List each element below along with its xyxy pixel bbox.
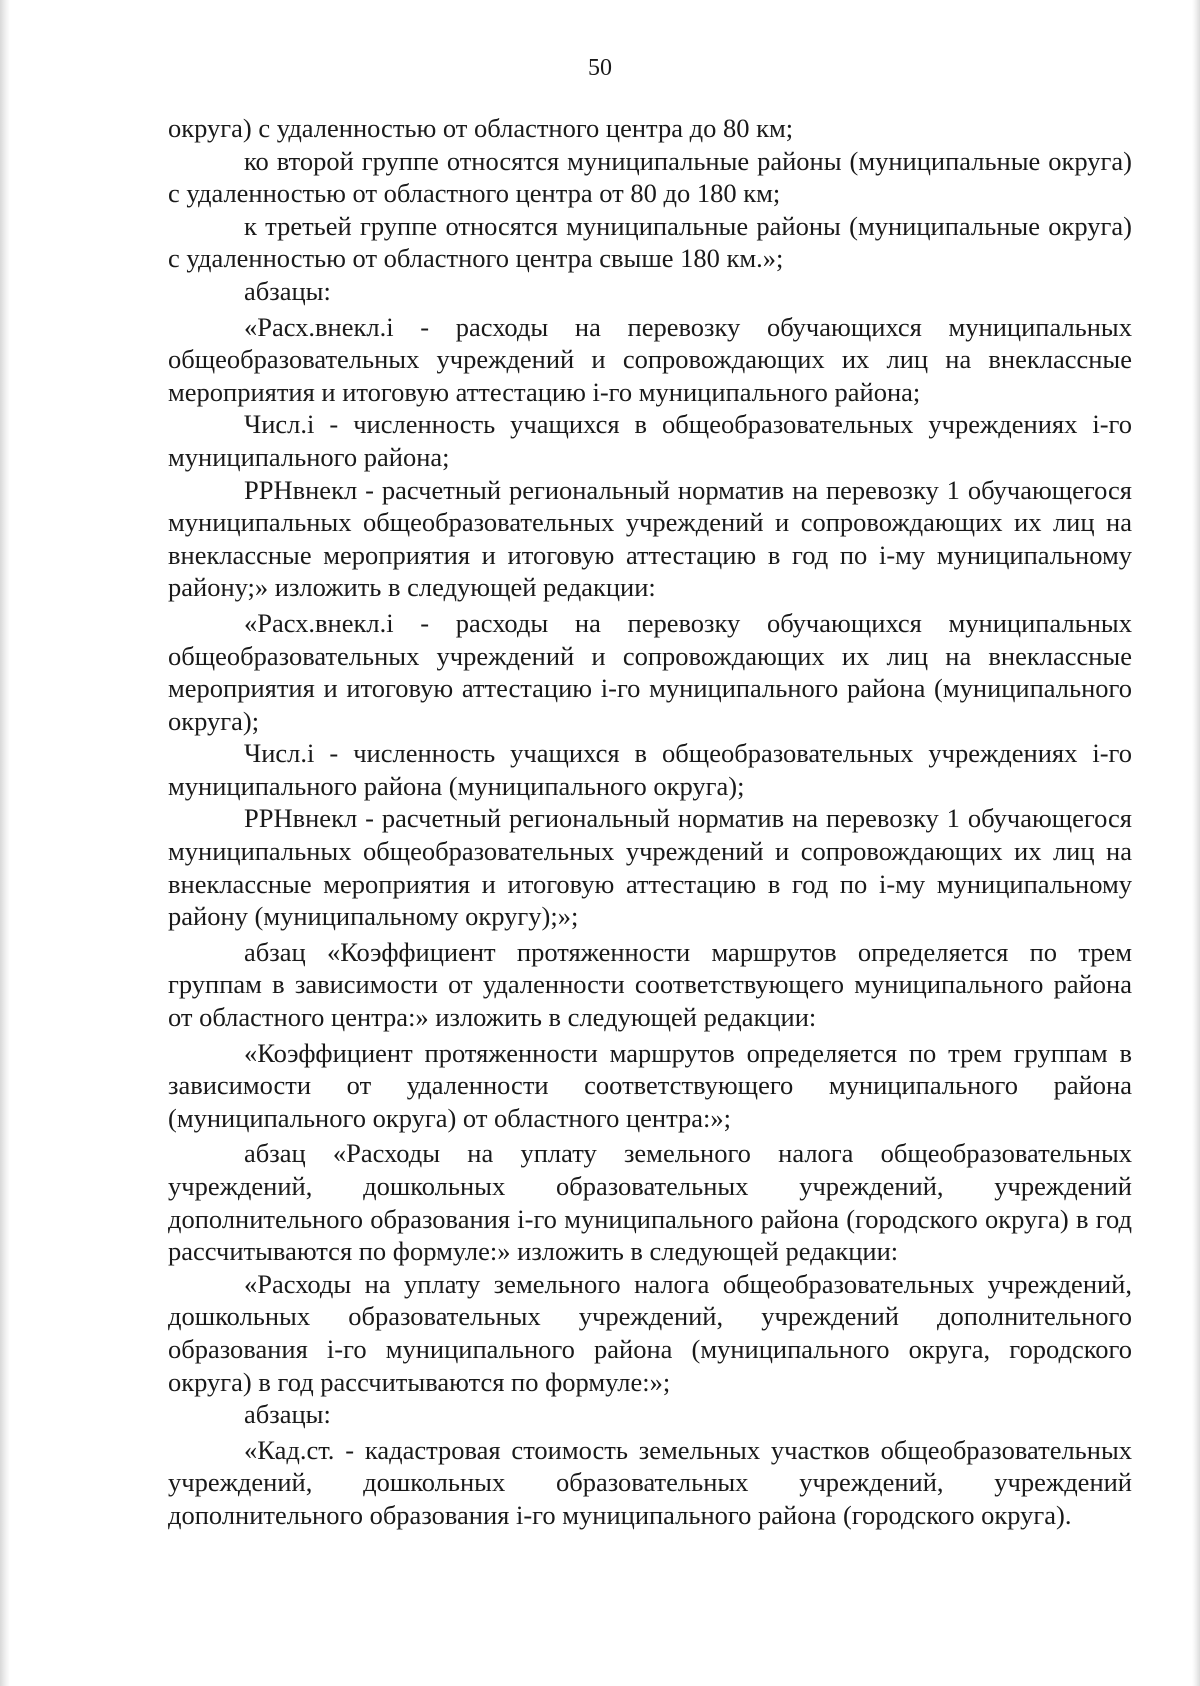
paragraph-new-land-tax: «Расходы на уплату земельного налога общеобразовательных учреждений, дошкольных образовательных учреждений, учреждений дополнительного образования i-го муниципального района (муниципального округа, городского округа) в год рассчитываются по формуле:»; bbox=[168, 1268, 1132, 1397]
paragraph-kad-st: «Кад.ст. - кадастровая стоимость земельных участков общеобразовательных учреждений, дошкольных образовательных учреждений, учреждений дополнительного образования i-го муниципального района (городского округа). bbox=[168, 1434, 1132, 1530]
paragraph-new-rrn-vnekl: РРНвнекл - расчетный региональный норматив на перевозку 1 обучающегося муниципальных общеобразовательных учреждений и сопровождающих их лиц на внеклассные мероприятия и итоговую аттестацию в год по i-му муниципальному району (муниципальному округу);»; bbox=[168, 803, 1132, 932]
document-body bbox=[168, 112, 1132, 1532]
paragraph-new-coefficient: «Коэффициент протяженности маршрутов определяется по трем группам в зависимости от удаленности соответствующего муниципального района (муниципального округа) от областного центра:»; bbox=[168, 1037, 1132, 1133]
paragraph-abzatsy-heading-2: абзацы: bbox=[244, 1399, 331, 1430]
paragraph-abzatsy-heading: абзацы: bbox=[244, 275, 331, 306]
paragraph-old-chisl: Числ.i - численность учащихся в общеобразовательных учреждениях i-го муниципального района; bbox=[168, 409, 1132, 472]
scan-edge-right bbox=[1192, 0, 1200, 1686]
paragraph-old-rasx-vnekl: «Расх.внекл.i - расходы на перевозку обучающихся муниципальных общеобразовательных учреждений и сопровождающих их лиц на внеклассные мероприятия и итоговую аттестацию i-го муниципального района; bbox=[168, 311, 1132, 407]
paragraph-new-rasx-vnekl: «Расх.внекл.i - расходы на перевозку обучающихся муниципальных общеобразовательных учреждений и сопровождающих их лиц на внеклассные мероприятия и итоговую аттестацию i-го муниципального района (муниципального округа); bbox=[168, 607, 1132, 736]
paragraph-third-group: к третьей группе относятся муниципальные районы (муниципальные округа) с удаленностью от областного центра свыше 180 км.»; bbox=[168, 210, 1132, 274]
paragraph-new-chisl: Числ.i - численность учащихся в общеобразовательных учреждениях i-го муниципального района (муниципального округа); bbox=[168, 738, 1132, 801]
paragraph-second-group: ко второй группе относятся муниципальные районы (муниципальные округа) с удаленностью от областного центра от 80 до 180 км; bbox=[168, 145, 1132, 209]
paragraph-old-land-tax: абзац «Расходы на уплату земельного налога общеобразовательных учреждений, дошкольных образовательных учреждений, учреждений дополнительного образования i-го муниципального района (городского округа) в год рассчитываются по формуле:» изложить в следующей редакции: bbox=[168, 1138, 1132, 1267]
scan-edge-left bbox=[0, 0, 10, 1686]
paragraph-old-rrn-vnekl: РРНвнекл - расчетный региональный норматив на перевозку 1 обучающегося муниципальных общеобразовательных учреждений и сопровождающих их лиц на внеклассные мероприятия и итоговую аттестацию в год по i-му муниципальному району;» изложить в следующей редакции: bbox=[168, 474, 1132, 603]
paragraph-continuation: округа) с удаленностью от областного центра до 80 км; bbox=[168, 113, 794, 143]
page-number: 50 bbox=[588, 55, 612, 81]
paragraph-old-coefficient: абзац «Коэффициент протяженности маршрутов определяется по трем группам в зависимости от удаленности соответствующего муниципального района от областного центра:» изложить в следующей редакции: bbox=[168, 936, 1132, 1033]
